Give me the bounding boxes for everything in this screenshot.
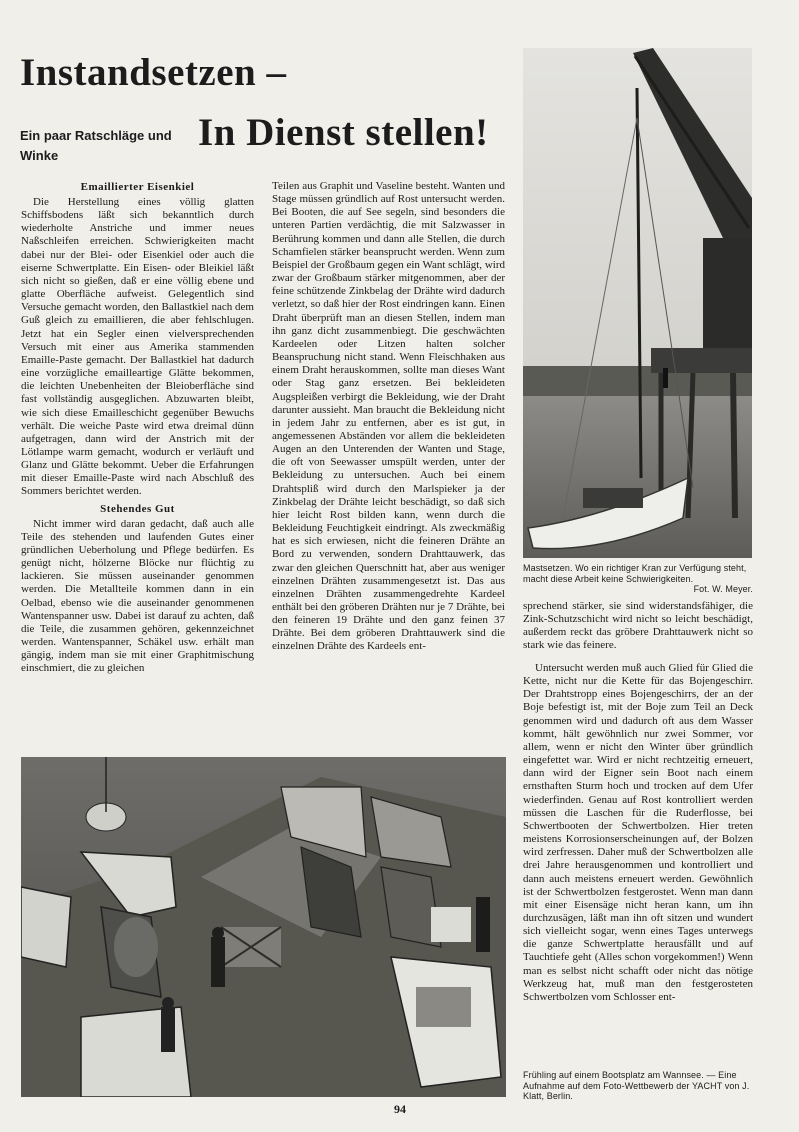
crane-caption-text: Mastsetzen. Wo ein richtiger Kran zur Verfügung steht, macht diese Arbeit keine Schwierigkeiten. xyxy=(523,563,747,584)
page-number: 94 xyxy=(394,1102,406,1116)
paragraph: Untersucht werden muß auch Glied für Glied die Kette, nicht nur die Kette für das Bojengeschirr. Der Drahtstropp eines Bojengeschirrs, der an der Boje befestigt ist, mit der Boje zum Teil an Deck genommen wird und dadurch oft aus dem Wasser kommt, hält gewöhnlich nur zwei Sommer, vor allem, wenn er nicht den Winter über gründlich eingefettet war. Wird er nicht rechtzeitig erneuert, dann wird der Eigner sein Boot nach einem ernsthaften Sturm hoch und trocken auf dem Ufer wiederfinden. Genau auf Rost kontrolliert werden müssen die Laschen für die Ruderflosse, bei Schwertbooten der Schwertbolzen. Hier treten meistens Korrosionserscheinungen auf, der Bolzen wird zerfressen. Daher muß der Schwertbolzen alle drei Jahre herausgenommen und kontrolliert und dann auch meistens erneuert werden. Gewöhnlich ist der Schwertbolzen festgerostet. Wenn man dann mit einer Eisensäge nicht heran kann, um ihn durchzusägen, läßt man ihn oft sitzen und wundert sich vielleicht sogar, wenn eines Tages unterwegs die ganze Schwertplatte herausfällt und auf Tauchtiefe geht (Alles schon vorgekommen!) Wenn man es selbst nicht schafft oder nicht das nötige Werkzeug hat, muß man den festgerosteten Schwertbolzen vom Schlosser ent- xyxy=(523,662,753,1003)
article-column-3-top xyxy=(523,600,753,658)
crane-photo-credit: Fot. W. Meyer. xyxy=(693,584,753,594)
paragraph: Die Herstellung eines völlig glatten Schiffsbodens läßt sich bekanntlich durch wiederholte Anstriche und immer neues Naßschleifen erreichen. Schwierigkeiten macht dabei nur der Blei- oder Eisenkiel oder auch die eiserne Schwertplatte. Ein Eisen- oder Bleikiel läßt sich nicht so gießen, daß er eine völlig ebene und glatte Oberfläche aufweist. Gelegentlich sind Versuche gemacht worden, den Ballastkiel nach dem Guß gleich zu emaillieren, die aber fehlschlugen. Jetzt hat ein Segler einen vielversprechenden Versuch mit einer aus Amerika stammenden Emaille-Paste gemacht. Der Ballastkiel hat dadurch eine vorzügliche emailleartige Glätte bekommen, die leichten Unebenheiten der Bleioberfläche sind fast vollständig ausgeglichen. Abzuwarten bleibt, wie sich diese Emailleschicht gegenüber Bewuchs verhält. Die weiche Paste wird etwa dreimal dünn aufgetragen, dann wird der Anstrich mit der Lötlampe warm gemacht, wodurch er verläuft und Glanz und Glätte bekommt. Ueber die Erfahrungen mit dieser Emaille-Paste wird nach Abschluß des Sommers berichtet werden. xyxy=(21,196,254,498)
headline-line2: In Dienst stellen! xyxy=(198,111,489,154)
crane-photo xyxy=(523,48,752,558)
paragraph: sprechend stärker, sie sind widerstandsfähiger, die Zink-Schutzschicht wird nicht so leicht beschädigt, außerdem reckt das gröbere Drahttauwerk nicht so stark wie das feinere. xyxy=(523,600,753,652)
section-heading-stehendes-gut: Stehendes Gut xyxy=(100,502,175,515)
crane-caption xyxy=(523,563,753,595)
paragraph: Nicht immer wird daran gedacht, daß auch alle Teile des stehenden und laufenden Gutes einer gründlichen Ueberholung und Pflege bedürfen. Es genügt nicht, hölzerne Blöcke nur flüchtig zu lackieren. Sie müssen auseinander genommen werden. Die Metallteile kommen dann in ein Oelbad, ebenso wie die auseinander genommenen Wantenspanner usw. Dabei ist darauf zu achten, daß die Teile, die zusammen gehören, gekennzeichnet werden. Wantenspanner, Schäkel usw. erhält man gängig, indem man sie mit einer Graphitmischung einschmiert, die zu gleichen xyxy=(21,517,254,675)
paragraph: Teilen aus Graphit und Vaseline besteht. Wanten und Stage müssen gründlich auf Rost untersucht werden. Bei Booten, die auf See segeln, sind besonders die unteren Partien verdächtig, die mit Salzwasser in Berührung kommen und dann alle Stellen, die durch Schamfielen stärker beansprucht werden. Wenn zum Beispiel der Großbaum gegen ein Want schlägt, wird zwar der Großbaum stärker mitgenommen, aber der feine schützende Zinkbelag der Drähte wird dadurch verletzt, so daß hier der Rost eindringen kann. Einen Draht überprüft man an diesen Stellen, indem man ihn ganz dicht zusammenbiegt. Die geschwächten Kardeelen oder Litzen halten solcher Beanspruchung nicht stand. Wenn Fleischhaken aus einem Draht herauskommen, sollte man dieses Want oder Stag ganz ersetzen. Bei bekleideten Augspleißen verbirgt die Bekleidung, wie der Draht darunter aussieht. Man braucht die Bekleidung nicht in jedem Jahr zu entfernen, aber es ist gut, in angemessenen Abständen vor allem die bekleideten Augen an den Unterenden der Wanten und Stage, die oft von Seewasser umspült werden, unter der Bekleidung zu untersuchen. Auch bei einem Drahtspliß wird durch den Marlspieker ja der Zinkbelag der Drähte leicht beschädigt, so daß sich hier leicht Rost bilden kann, wenn durch die Bekleidung Feuchtigkeit eindringt. Als zweckmäßig hat es sich erwiesen, nicht die feineren Drähte an Bord zu verwenden, sondern Drahttauwerk, das zwar den gleichen Querschnitt hat, aber aus weniger einzelnen Drähten zusammengesetzt ist. Das aus einzelnen Drähten zusammengedrehte Kardeel enthält bei den gröberen Drähten nur je 7 Drähte, bei den feineren 19 Drähte und den ganz feinen 37 Drähte. Bei dem gröberen Drahttauwerk sind die einzelnen Drähte des Kardeels ent- xyxy=(272,180,505,653)
subtitle: Ein paar Ratschläge und Winke xyxy=(20,128,172,163)
article-column-1 xyxy=(21,180,254,743)
section-heading-emaillierter-eisenkiel: Emaillierter Eisenkiel xyxy=(80,181,195,193)
boatyard-image xyxy=(21,757,506,1097)
boatyard-photo xyxy=(21,757,506,1097)
article-column-3 xyxy=(523,662,753,1066)
headline-line1: Instandsetzen – xyxy=(20,51,287,94)
crane-image xyxy=(523,48,752,558)
boatyard-caption: Frühling auf einem Bootsplatz am Wannsee. — Eine Aufnahme auf dem Foto-Wettbewerb der YACHT von J. Klatt, Berlin. xyxy=(523,1070,750,1101)
article-column-2 xyxy=(272,180,505,743)
